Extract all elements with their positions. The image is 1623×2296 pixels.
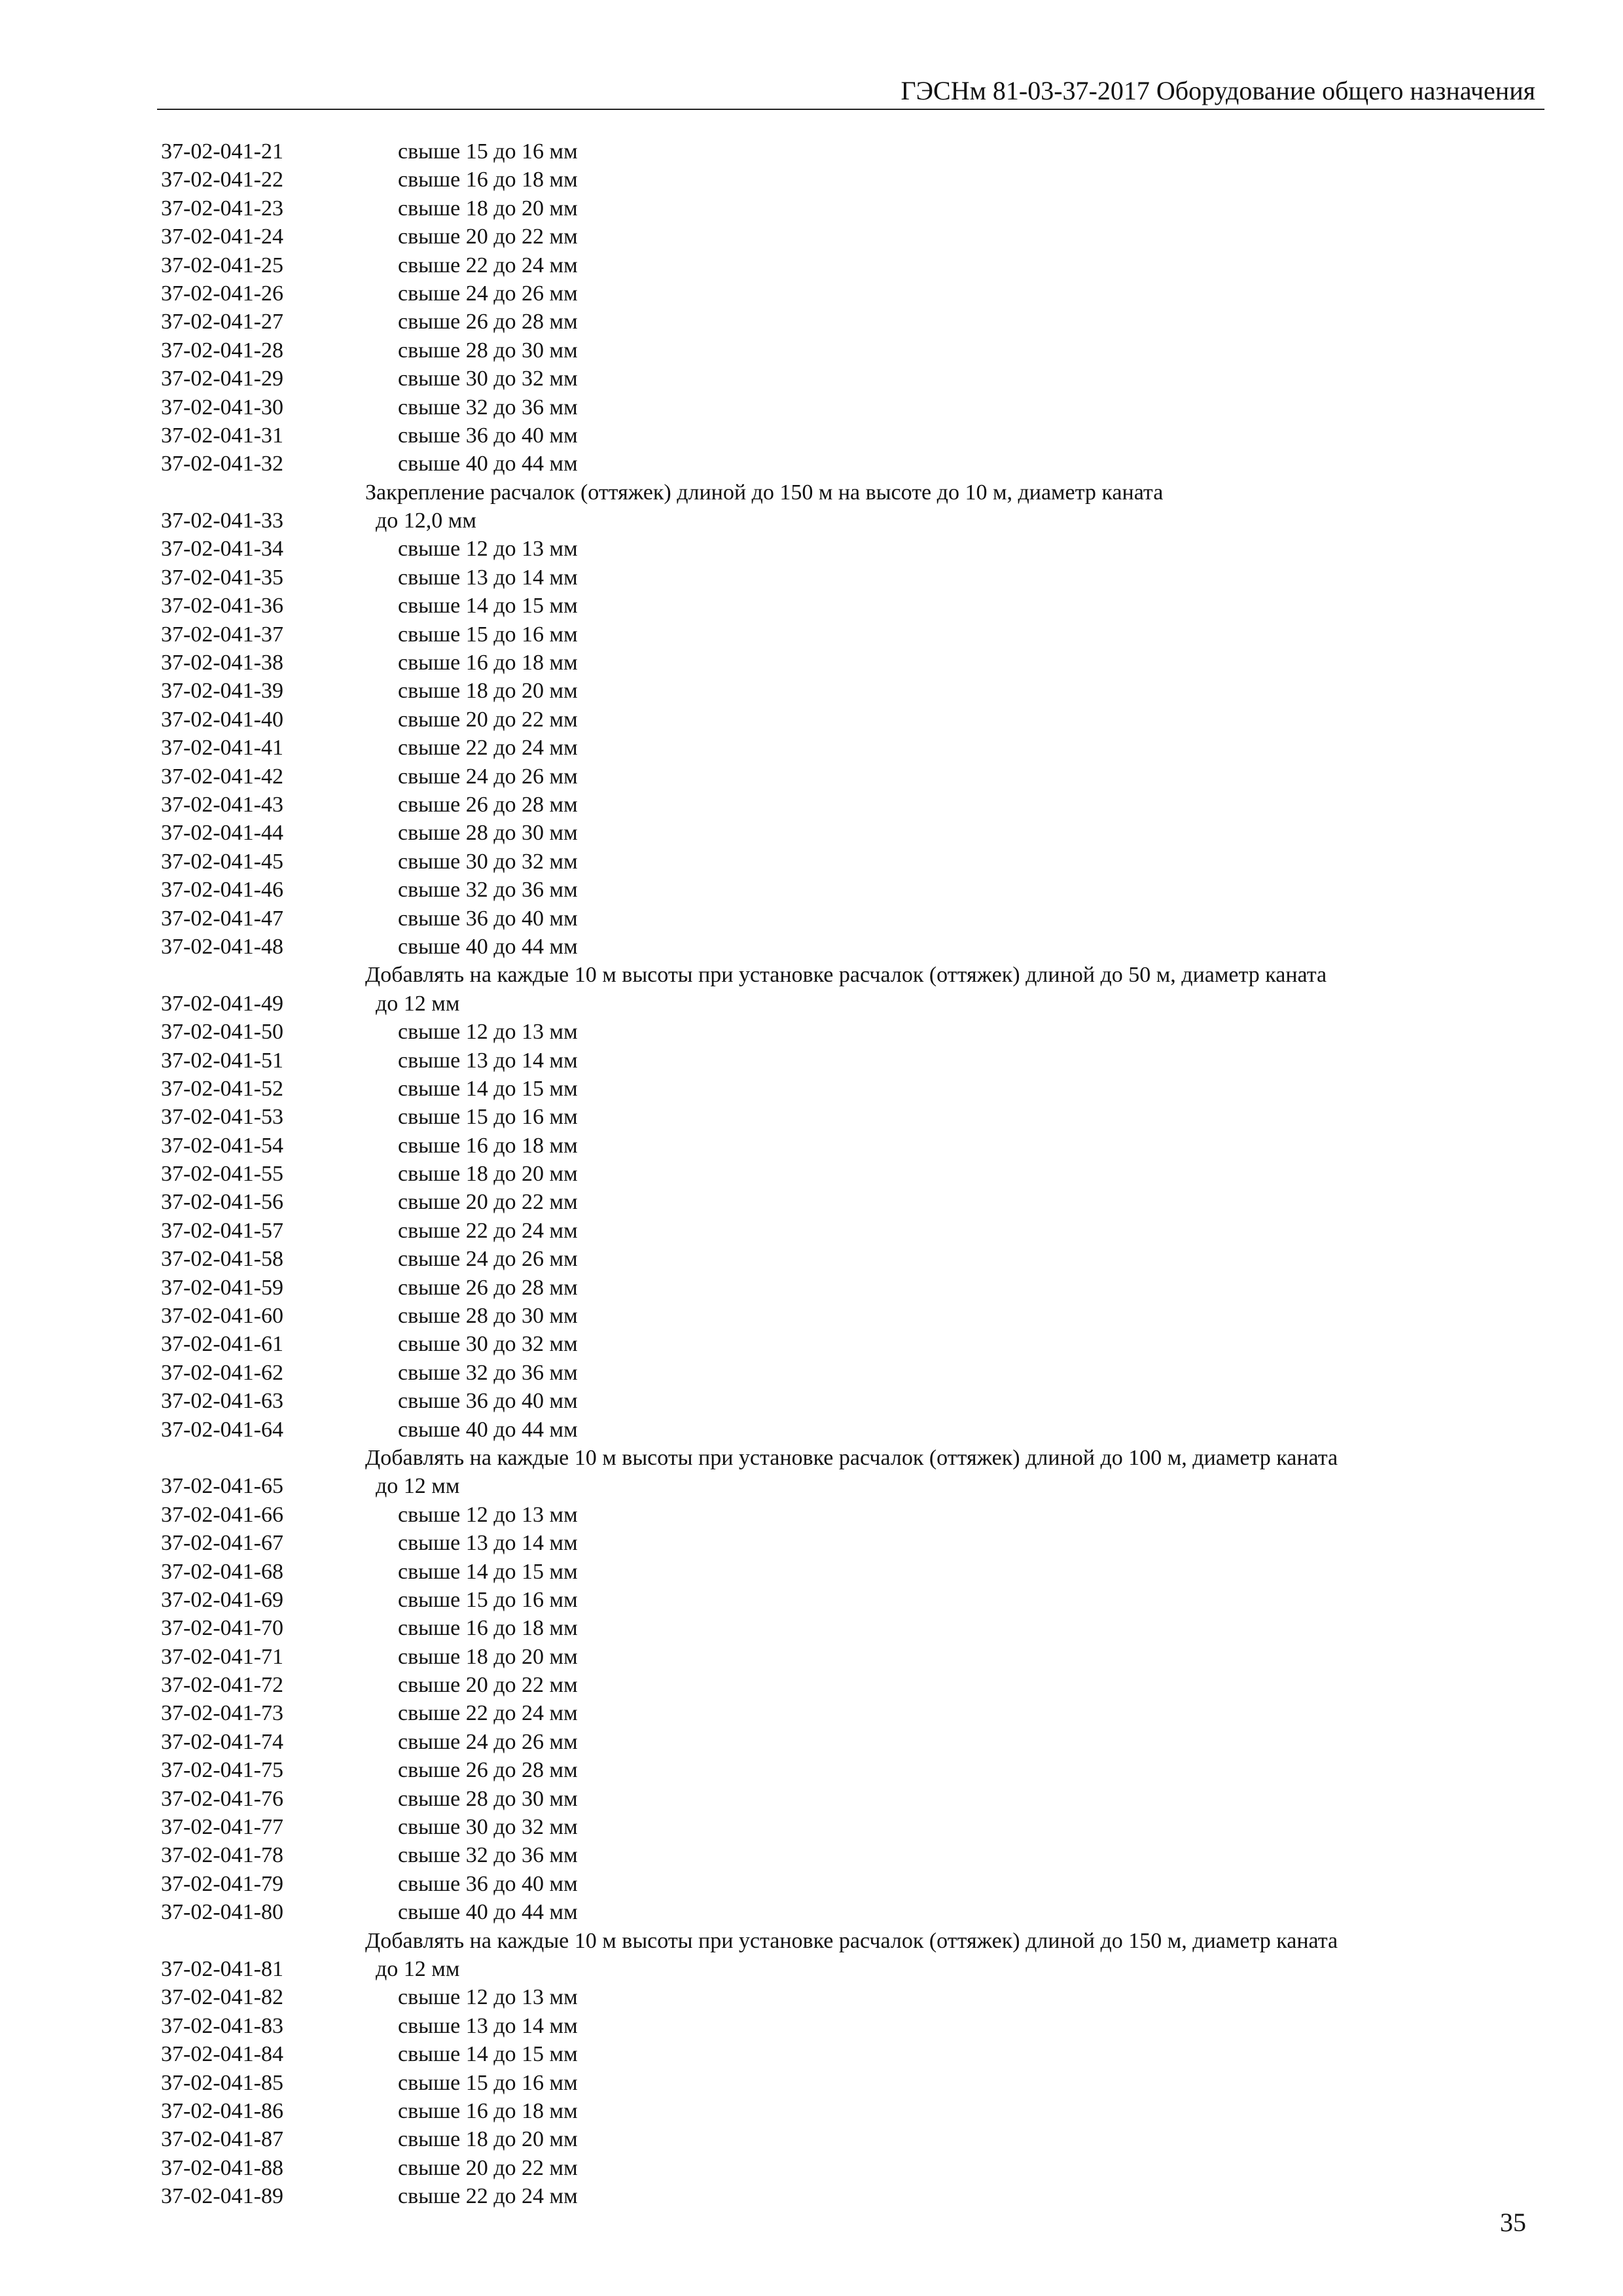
rate-description: свыше 40 до 44 мм (398, 934, 578, 959)
rate-row (161, 1699, 1522, 1727)
rate-code: 37-02-041-53 (161, 1105, 283, 1130)
rate-row (161, 336, 1522, 365)
rate-description: свыше 26 до 28 мм (398, 1758, 578, 1783)
rate-description: свыше 22 до 24 мм (398, 2184, 578, 2209)
rate-description: свыше 28 до 30 мм (398, 1786, 578, 1811)
rate-description: свыше 28 до 30 мм (398, 821, 578, 846)
rate-description: свыше 13 до 14 мм (398, 1048, 578, 1073)
rate-row (161, 2040, 1522, 2068)
rate-code: 37-02-041-26 (161, 281, 283, 306)
rate-row (161, 166, 1522, 194)
rate-description: до 12 мм (376, 1957, 460, 1981)
rate-row (161, 137, 1522, 166)
rate-row (161, 1983, 1522, 2011)
rate-row (161, 1160, 1522, 1188)
rate-code: 37-02-041-45 (161, 849, 283, 874)
rate-row (161, 620, 1522, 649)
rate-description: до 12 мм (376, 991, 460, 1016)
rate-row (161, 649, 1522, 677)
rate-description: свыше 13 до 14 мм (398, 565, 578, 590)
rate-description: до 12 мм (376, 1474, 460, 1499)
rate-code: 37-02-041-25 (161, 253, 283, 278)
rate-description: свыше 14 до 15 мм (398, 1076, 578, 1101)
rate-description: свыше 18 до 20 мм (398, 1644, 578, 1669)
rate-code: 37-02-041-59 (161, 1275, 283, 1300)
rate-row (161, 848, 1522, 876)
rate-code: 37-02-041-29 (161, 367, 283, 391)
rate-description: свыше 24 до 26 мм (398, 281, 578, 306)
rate-row (161, 450, 1522, 478)
rate-description: свыше 40 до 44 мм (398, 1900, 578, 1925)
section-heading-row (161, 1444, 1522, 1472)
rate-code: 37-02-041-57 (161, 1218, 283, 1243)
rate-code: 37-02-041-66 (161, 1502, 283, 1527)
rate-code: 37-02-041-83 (161, 2013, 283, 2038)
rate-row (161, 876, 1522, 904)
rate-description: до 12,0 мм (376, 509, 476, 533)
rate-row (161, 1047, 1522, 1075)
rate-description: свыше 36 до 40 мм (398, 1871, 578, 1896)
rate-description: свыше 12 до 13 мм (398, 1020, 578, 1045)
rate-code: 37-02-041-51 (161, 1048, 283, 1073)
rate-row (161, 1132, 1522, 1160)
rate-description: свыше 18 до 20 мм (398, 1162, 578, 1187)
section-heading-row (161, 1927, 1522, 1955)
rate-code: 37-02-041-23 (161, 196, 283, 221)
rate-code: 37-02-041-89 (161, 2184, 283, 2209)
rate-row (161, 1671, 1522, 1699)
rate-code: 37-02-041-27 (161, 310, 283, 334)
rate-code: 37-02-041-33 (161, 509, 283, 533)
rate-code: 37-02-041-28 (161, 338, 283, 363)
rate-description: свыше 18 до 20 мм (398, 679, 578, 704)
rate-description: свыше 22 до 24 мм (398, 1701, 578, 1726)
rate-list (161, 137, 1522, 2211)
rate-code: 37-02-041-37 (161, 622, 283, 647)
rate-code: 37-02-041-84 (161, 2042, 283, 2067)
rate-row (161, 791, 1522, 819)
rate-description: свыше 14 до 15 мм (398, 1559, 578, 1584)
rate-code: 37-02-041-30 (161, 395, 283, 420)
section-heading: Добавлять на каждые 10 м высоты при установке расчалок (оттяжек) длиной до 50 м, диаметр каната (365, 963, 1327, 988)
rate-code: 37-02-041-58 (161, 1247, 283, 1272)
section-heading: Добавлять на каждые 10 м высоты при установке расчалок (оттяжек) длиной до 100 м, диаметр каната (365, 1445, 1338, 1470)
rate-code: 37-02-041-47 (161, 906, 283, 931)
page-header (157, 65, 1544, 110)
rate-code: 37-02-041-88 (161, 2155, 283, 2180)
rate-row (161, 1955, 1522, 1983)
rate-description: свыше 16 до 18 мм (398, 2098, 578, 2123)
rate-code: 37-02-041-35 (161, 565, 283, 590)
rate-description: свыше 26 до 28 мм (398, 1275, 578, 1300)
rate-row (161, 706, 1522, 734)
rate-row (161, 2154, 1522, 2182)
rate-code: 37-02-041-63 (161, 1389, 283, 1414)
rate-code: 37-02-041-44 (161, 821, 283, 846)
rate-code: 37-02-041-31 (161, 423, 283, 448)
page-number: 35 (1500, 2208, 1526, 2237)
rate-description: свыше 14 до 15 мм (398, 594, 578, 619)
rate-row (161, 2012, 1522, 2040)
rate-row (161, 1302, 1522, 1330)
rate-row (161, 1188, 1522, 1216)
rate-description: свыше 12 до 13 мм (398, 537, 578, 562)
rate-description: свыше 40 до 44 мм (398, 1417, 578, 1442)
rate-row (161, 1898, 1522, 1926)
rate-description: свыше 36 до 40 мм (398, 1389, 578, 1414)
rate-code: 37-02-041-76 (161, 1786, 283, 1811)
rate-code: 37-02-041-34 (161, 537, 283, 562)
rate-description: свыше 18 до 20 мм (398, 2127, 578, 2152)
rate-row (161, 1274, 1522, 1302)
rate-row (161, 1075, 1522, 1103)
rate-code: 37-02-041-68 (161, 1559, 283, 1584)
rate-row (161, 194, 1522, 223)
rate-row (161, 933, 1522, 961)
rate-row (161, 1416, 1522, 1444)
rate-description: свыше 15 до 16 мм (398, 1587, 578, 1612)
rate-row (161, 1217, 1522, 1245)
rate-description: свыше 20 до 22 мм (398, 1673, 578, 1698)
rate-row (161, 365, 1522, 393)
section-heading: Добавлять на каждые 10 м высоты при установке расчалок (оттяжек) длиной до 150 м, диаметр каната (365, 1928, 1338, 1953)
rate-code: 37-02-041-50 (161, 1020, 283, 1045)
rate-description: свыше 22 до 24 мм (398, 1218, 578, 1243)
rate-description: свыше 32 до 36 мм (398, 878, 578, 903)
rate-row (161, 734, 1522, 762)
rate-code: 37-02-041-52 (161, 1076, 283, 1101)
rate-row (161, 1643, 1522, 1671)
rate-description: свыше 30 до 32 мм (398, 367, 578, 391)
rate-code: 37-02-041-70 (161, 1616, 283, 1641)
rate-code: 37-02-041-64 (161, 1417, 283, 1442)
rate-description: свыше 12 до 13 мм (398, 1985, 578, 2010)
rate-row (161, 1870, 1522, 1898)
rate-row (161, 1756, 1522, 1784)
rate-description: свыше 18 до 20 мм (398, 196, 578, 221)
rate-code: 37-02-041-74 (161, 1729, 283, 1754)
rate-description: свыше 16 до 18 мм (398, 1133, 578, 1158)
rate-code: 37-02-041-73 (161, 1701, 283, 1726)
rate-code: 37-02-041-36 (161, 594, 283, 619)
rate-description: свыше 13 до 14 мм (398, 1531, 578, 1556)
rate-code: 37-02-041-65 (161, 1474, 283, 1499)
rate-code: 37-02-041-41 (161, 736, 283, 761)
rate-row (161, 564, 1522, 592)
rate-description: свыше 36 до 40 мм (398, 423, 578, 448)
rate-row (161, 819, 1522, 847)
rate-row (161, 592, 1522, 620)
rate-row (161, 279, 1522, 308)
rate-row (161, 1728, 1522, 1756)
rate-code: 37-02-041-54 (161, 1133, 283, 1158)
rate-row (161, 507, 1522, 535)
rate-description: свыше 24 до 26 мм (398, 1729, 578, 1754)
rate-code: 37-02-041-86 (161, 2098, 283, 2123)
rate-row (161, 2097, 1522, 2125)
rate-description: свыше 20 до 22 мм (398, 1190, 578, 1215)
rate-code: 37-02-041-80 (161, 1900, 283, 1925)
rate-description: свыше 12 до 13 мм (398, 1502, 578, 1527)
rate-description: свыше 16 до 18 мм (398, 651, 578, 675)
rate-code: 37-02-041-72 (161, 1673, 283, 1698)
rate-row (161, 1841, 1522, 1869)
rate-description: свыше 32 до 36 мм (398, 1843, 578, 1868)
rate-row (161, 1614, 1522, 1642)
rate-description: свыше 16 до 18 мм (398, 168, 578, 192)
rate-code: 37-02-041-21 (161, 139, 283, 164)
rate-row (161, 422, 1522, 450)
rate-row (161, 1558, 1522, 1586)
rate-description: свыше 40 до 44 мм (398, 452, 578, 476)
rate-description: свыше 26 до 28 мм (398, 310, 578, 334)
rate-description: свыше 15 до 16 мм (398, 622, 578, 647)
rate-code: 37-02-041-79 (161, 1871, 283, 1896)
rate-description: свыше 32 до 36 мм (398, 395, 578, 420)
rate-description: свыше 15 до 16 мм (398, 1105, 578, 1130)
rate-description: свыше 16 до 18 мм (398, 1616, 578, 1641)
rate-description: свыше 24 до 26 мм (398, 1247, 578, 1272)
rate-code: 37-02-041-69 (161, 1587, 283, 1612)
rate-description: свыше 20 до 22 мм (398, 224, 578, 249)
rate-description: свыше 22 до 24 мм (398, 253, 578, 278)
rate-code: 37-02-041-60 (161, 1304, 283, 1329)
rate-description: свыше 14 до 15 мм (398, 2042, 578, 2067)
rate-row (161, 2182, 1522, 2210)
rate-code: 37-02-041-85 (161, 2070, 283, 2095)
rate-description: свыше 30 до 32 мм (398, 849, 578, 874)
rate-row (161, 677, 1522, 705)
rate-code: 37-02-041-81 (161, 1957, 283, 1981)
rate-code: 37-02-041-77 (161, 1815, 283, 1840)
rate-row (161, 1018, 1522, 1046)
rate-row (161, 251, 1522, 279)
rate-row (161, 1387, 1522, 1415)
rate-code: 37-02-041-49 (161, 991, 283, 1016)
rate-row (161, 1529, 1522, 1557)
rate-code: 37-02-041-48 (161, 934, 283, 959)
rate-code: 37-02-041-61 (161, 1332, 283, 1357)
rate-code: 37-02-041-46 (161, 878, 283, 903)
rate-code: 37-02-041-32 (161, 452, 283, 476)
rate-description: свыше 30 до 32 мм (398, 1332, 578, 1357)
section-heading-row (161, 961, 1522, 989)
rate-row (161, 762, 1522, 791)
rate-description: свыше 36 до 40 мм (398, 906, 578, 931)
rate-description: свыше 15 до 16 мм (398, 2070, 578, 2095)
rate-description: свыше 26 до 28 мм (398, 792, 578, 817)
rate-code: 37-02-041-24 (161, 224, 283, 249)
rate-row (161, 393, 1522, 422)
rate-description: свыше 28 до 30 мм (398, 1304, 578, 1329)
rate-row (161, 2069, 1522, 2097)
rate-code: 37-02-041-67 (161, 1531, 283, 1556)
rate-description: свыше 22 до 24 мм (398, 736, 578, 761)
rate-row (161, 535, 1522, 563)
rate-code: 37-02-041-38 (161, 651, 283, 675)
rate-code: 37-02-041-87 (161, 2127, 283, 2152)
rate-row (161, 905, 1522, 933)
rate-code: 37-02-041-42 (161, 764, 283, 789)
rate-description: свыше 24 до 26 мм (398, 764, 578, 789)
rate-description: свыше 30 до 32 мм (398, 1815, 578, 1840)
rate-code: 37-02-041-56 (161, 1190, 283, 1215)
rate-description: свыше 32 до 36 мм (398, 1360, 578, 1385)
rate-row (161, 1103, 1522, 1131)
rate-row (161, 1501, 1522, 1529)
document-title: ГЭСНм 81-03-37-2017 Оборудование общего назначения (901, 76, 1535, 105)
rate-row (161, 2125, 1522, 2153)
rate-row (161, 1359, 1522, 1387)
rate-row (161, 223, 1522, 251)
rate-row (161, 1472, 1522, 1500)
rate-description: свыше 28 до 30 мм (398, 338, 578, 363)
rate-description: свыше 20 до 22 мм (398, 2155, 578, 2180)
rate-code: 37-02-041-55 (161, 1162, 283, 1187)
rate-code: 37-02-041-62 (161, 1360, 283, 1385)
rate-row (161, 1245, 1522, 1273)
section-heading-row (161, 478, 1522, 507)
rate-code: 37-02-041-82 (161, 1985, 283, 2010)
rate-row (161, 1586, 1522, 1614)
rate-code: 37-02-041-71 (161, 1644, 283, 1669)
rate-row (161, 1813, 1522, 1841)
rate-code: 37-02-041-40 (161, 707, 283, 732)
section-heading: Закрепление расчалок (оттяжек) длиной до 150 м на высоте до 10 м, диаметр каната (365, 480, 1164, 505)
rate-code: 37-02-041-75 (161, 1758, 283, 1783)
rate-row (161, 308, 1522, 336)
rate-row (161, 990, 1522, 1018)
rate-code: 37-02-041-43 (161, 792, 283, 817)
rate-code: 37-02-041-78 (161, 1843, 283, 1868)
rate-code: 37-02-041-22 (161, 168, 283, 192)
rate-description: свыше 13 до 14 мм (398, 2013, 578, 2038)
rate-row (161, 1785, 1522, 1813)
rate-description: свыше 15 до 16 мм (398, 139, 578, 164)
rate-description: свыше 20 до 22 мм (398, 707, 578, 732)
rate-row (161, 1330, 1522, 1358)
rate-code: 37-02-041-39 (161, 679, 283, 704)
